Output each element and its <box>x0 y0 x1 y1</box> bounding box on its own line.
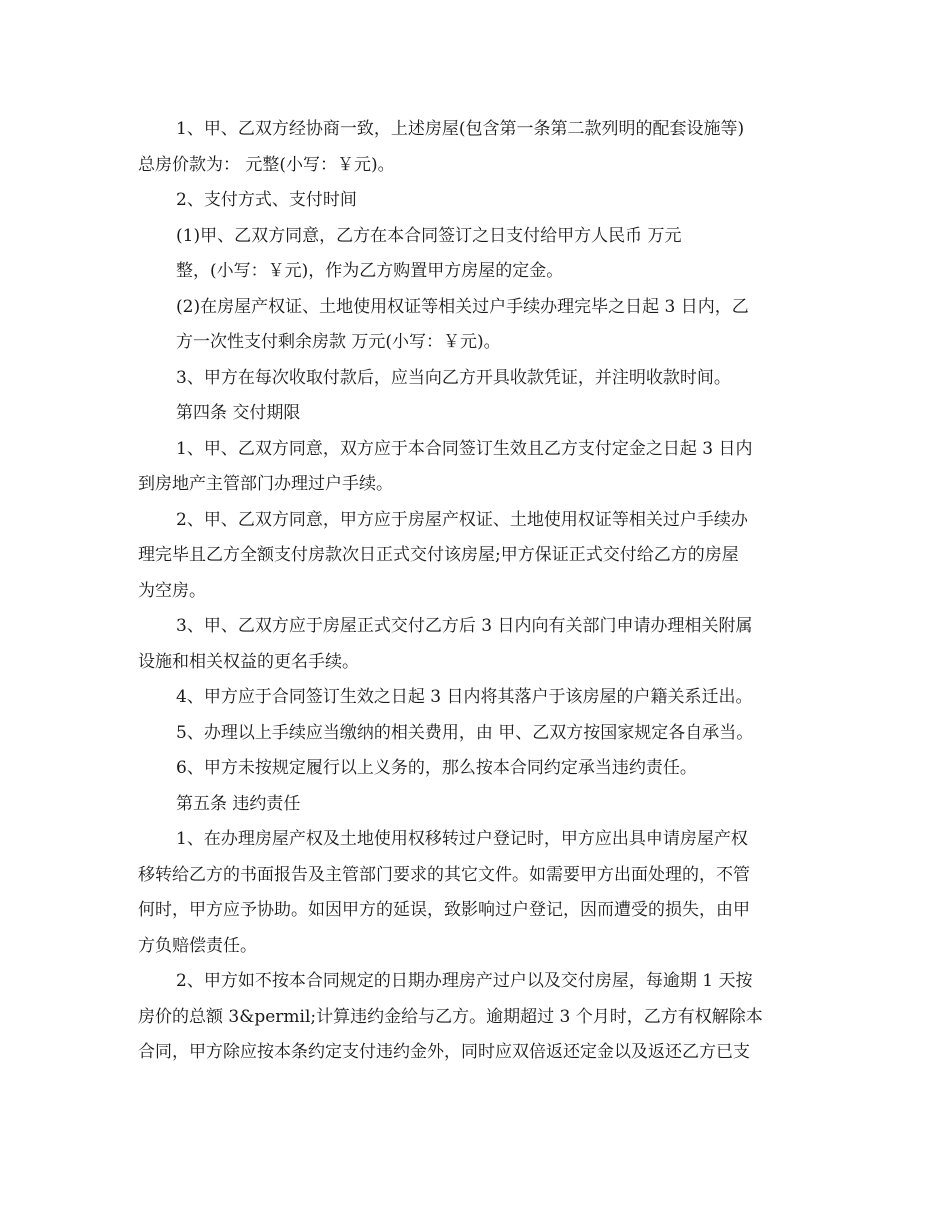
paragraph-line: 3、甲方在每次收取付款后，应当向乙方开具收款凭证，并注明收款时间。 <box>176 367 731 388</box>
paragraph-line: 3、甲、乙双方应于房屋正式交付乙方后 3 日内向有关部门申请办理相关附属 <box>176 616 753 636</box>
document-body <box>138 112 818 1071</box>
paragraph-line: 何时，甲方应予协助。如因甲方的延误，致影响过户登记，因而遭受的损失，由甲 <box>138 900 750 920</box>
paragraph-line: 到房地产主管部门办理过户手续。 <box>138 474 393 494</box>
paragraph-line: 4、甲方应于合同签订生效之日起 3 日内将其落户于该房屋的户籍关系迁出。 <box>176 687 753 707</box>
paragraph-line: 5、办理以上手续应当缴纳的相关费用，由 甲、乙双方按国家规定各自承当。 <box>176 722 754 743</box>
paragraph-line: 理完毕且乙方全额支付房款次日正式交付该房屋;甲方保证正式交付给乙方的房屋 <box>138 545 739 565</box>
paragraph-line: 1、甲、乙双方同意，双方应于本合同签订生效且乙方支付定金之日起 3 日内 <box>176 438 753 459</box>
paragraph-line: 合同，甲方除应按本条约定支付违约金外，同时应双倍返还定金以及返还乙方已支 <box>138 1042 750 1062</box>
section-heading: 第四条 交付期限 <box>176 403 301 423</box>
paragraph-line: 房价的总额 3&permil;计算违约金给与乙方。逾期超过 3 个月时，乙方有权解除本 <box>138 1006 763 1027</box>
paragraph-line: 为空房。 <box>138 580 206 601</box>
section-heading: 第五条 违约责任 <box>176 793 301 814</box>
paragraph-line: (1)甲、乙双方同意，乙方在本合同签订之日支付给甲方人民币 万元 <box>176 225 682 246</box>
paragraph-line: 2、支付方式、支付时间 <box>176 190 357 210</box>
paragraph-line: 6、甲方未按规定履行以上义务的，那么按本合同约定承当违约责任。 <box>176 758 697 778</box>
paragraph-line: 设施和相关权益的更名手续。 <box>138 651 359 672</box>
paragraph-line: 2、甲方如不按本合同规定的日期办理房产过户以及交付房屋，每逾期 1 天按 <box>176 971 753 991</box>
paragraph-line: 整，(小写：￥元)，作为乙方购置甲方房屋的定金。 <box>176 261 564 281</box>
paragraph-line: (2)在房屋产权证、土地使用权证等相关过户手续办理完毕之日起 3 日内，乙 <box>176 296 749 317</box>
paragraph-line: 1、甲、乙双方经协商一致，上述房屋(包含第一条第二款列明的配套设施等) <box>176 119 745 139</box>
paragraph-line: 总房价款为： 元整(小写：￥元)。 <box>138 154 395 175</box>
paragraph-line: 1、在办理房屋产权及土地使用权移转过户登记时，甲方应出具申请房屋产权 <box>176 829 748 849</box>
paragraph-line: 方负赔偿责任。 <box>138 935 257 956</box>
paragraph-line: 移转给乙方的书面报告及主管部门要求的其它文件。如需要甲方出面处理的，不管 <box>138 864 750 885</box>
paragraph-line: 方一次性支付剩余房款 万元(小写：￥元)。 <box>176 332 501 352</box>
paragraph-line: 2、甲、乙双方同意，甲方应于房屋产权证、土地使用权证等相关过户手续办 <box>176 509 748 530</box>
